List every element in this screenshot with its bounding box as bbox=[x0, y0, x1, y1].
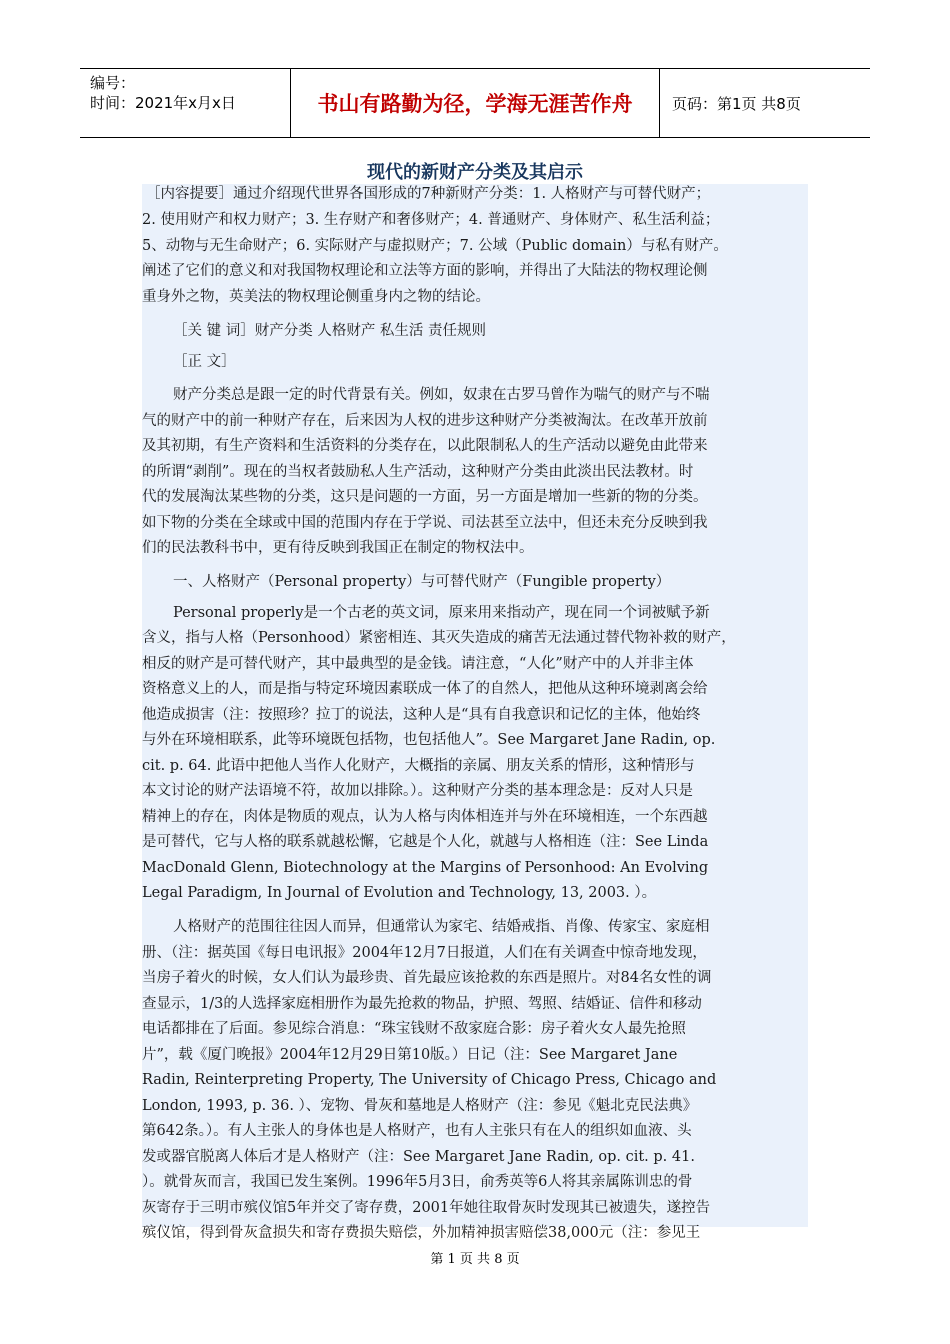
text-line: 的所谓“剥削”。现在的当权者鼓励私人生产活动，这种财产分类由此淡出民法教材。时 bbox=[142, 464, 694, 480]
document-body bbox=[142, 184, 808, 1241]
text-line: 人格财产的范围往往因人而异，但通常认为家宅、结婚戒指、肖像、传家宝、家庭相 bbox=[173, 919, 710, 935]
text-line: 2. 使用财产和权力财产；3. 生存财产和奢侈财产；4. 普通财产、身体财产、私生活利益； bbox=[142, 212, 720, 228]
page-footer: 第 1 页 共 8 页 bbox=[430, 1252, 520, 1267]
keywords-line: ［关 键 词］财产分类 人格财产 私生活 责任规则 bbox=[173, 323, 487, 339]
header-page-info: 页码：第1页 共8页 bbox=[672, 94, 801, 113]
text-line: 电话都排在了后面。参见综合消息：“珠宝钱财不敌家庭合影：房子着火女人最先抢照 bbox=[142, 1021, 686, 1037]
time-label: 时间：2021年x月x日 bbox=[90, 94, 236, 112]
text-line: 资格意义上的人，而是指与特定环境因素联成一体了的自然人，把他从这种环境剥离会给 bbox=[142, 681, 708, 697]
section-heading: 一、人格财产（Personal property）与可替代财产（Fungible property） bbox=[173, 574, 671, 590]
text-line: 相反的财产是可替代财产，其中最典型的是金钱。请注意，“人化”财产中的人并非主体 bbox=[142, 656, 694, 672]
text-line: ）。就骨灰而言，我国已发生案例。1996年5月3日，俞秀英等6人将其亲属陈训忠的骨 bbox=[142, 1174, 693, 1190]
text-line: 重身外之物，英美法的物权理论侧重身内之物的结论。 bbox=[142, 289, 490, 305]
text-line: 5、动物与无生命财产；6. 实际财产与虚拟财产；7. 公域（Public domain）与私有财产。 bbox=[142, 238, 728, 254]
text-line: Legal Paradigm, In Journal of Evolution and Technology, 13, 2003. ）。 bbox=[142, 885, 657, 901]
header-motto: 书山有路勤为径，学海无涯苦作舟 bbox=[291, 69, 660, 137]
text-line: 灰寄存于三明市殡仪馆5年并交了寄存费，2001年她往取骨灰时发现其已被遗失，遂控告 bbox=[142, 1200, 711, 1216]
header-meta-cell bbox=[80, 69, 291, 137]
text-line: 第642条。）。有人主张人的身体也是人格财产，也有人主张只有在人的组织如血液、头 bbox=[142, 1123, 692, 1139]
text-line: 阐述了它们的意义和对我国物权理论和立法等方面的影响，并得出了大陆法的物权理论侧 bbox=[142, 263, 708, 279]
text-line: 与外在环境相联系，此等环境既包括物，也包括他人”。See Margaret Jane Radin, op. bbox=[142, 732, 716, 748]
text-line: Personal properly是一个古老的英文词，原来用来指动产，现在同一个词被赋予新 bbox=[173, 605, 710, 621]
text-line: 含义，指与人格（Personhood）紧密相连、其灭失造成的痛苦无法通过替代物补救的财产， bbox=[142, 630, 736, 646]
text-line: cit. p. 64. 此语中把他人当作人化财产，大概指的亲属、朋友关系的情形，这种情形与 bbox=[142, 758, 695, 774]
text-line: 们的民法教科书中，更有待反映到我国正在制定的物权法中。 bbox=[142, 540, 534, 556]
text-line: 气的财产中的前一种财产存在，后来因为人权的进步这种财产分类被淘汰。在改革开放前 bbox=[142, 413, 708, 429]
text-line: 当房子着火的时候，女人们认为最珍贵、首先最应该抢救的东西是照片。对84名女性的调 bbox=[142, 970, 712, 986]
text-line: 财产分类总是跟一定的时代背景有关。例如，奴隶在古罗马曾作为喘气的财产与不喘 bbox=[173, 387, 710, 403]
page-header bbox=[80, 68, 870, 138]
body-heading: ［正 文］ bbox=[173, 354, 236, 370]
text-line: ［内容提要］通过介绍现代世界各国形成的7种新财产分类：1. 人格财产与可替代财产； bbox=[146, 186, 711, 202]
text-line: London, 1993, p. 36. ）、宠物、骨灰和墓地是人格财产（注：参见《魁北克民法典》 bbox=[142, 1098, 698, 1114]
text-line: 册、（注：据英国《每日电讯报》2004年12月7日报道，人们在有关调查中惊奇地发现， bbox=[142, 945, 707, 961]
text-line: 他造成损害（注：按照珍？拉丁的说法，这种人是“具有自我意识和记忆的主体，他始终 bbox=[142, 707, 701, 723]
text-line: 查显示，1/3的人选择家庭相册作为最先抢救的物品，护照、驾照、结婚证、信件和移动 bbox=[142, 996, 702, 1012]
text-line: 及其初期，有生产资料和生活资料的分类存在，以此限制私人的生产活动以避免由此带来 bbox=[142, 438, 708, 454]
text-line: 是可替代，它与人格的联系就越松懈，它越是个人化，就越与人格相连（注：See Linda bbox=[142, 834, 709, 850]
text-line: 本文讨论的财产法语境不符，故加以排除。）。这种财产分类的基本理念是：反对人只是 bbox=[142, 783, 693, 799]
document-title: 现代的新财产分类及其启示 bbox=[367, 162, 583, 183]
text-line: 发或器官脱离人体后才是人格财产（注：See Margaret Jane Radin, op. cit. p. 41. bbox=[142, 1149, 695, 1165]
number-label: 编号： bbox=[90, 74, 136, 92]
text-line: 片”，载《厦门晚报》2004年12月29日第10版。）日记（注：See Margaret Jane bbox=[142, 1047, 678, 1063]
text-line: 代的发展淘汰某些物的分类，这只是问题的一方面，另一方面是增加一些新的物的分类。 bbox=[142, 489, 708, 505]
text-line: MacDonald Glenn, Biotechnology at the Margins of Personhood: An Evolving bbox=[142, 860, 709, 876]
text-line: Radin, Reinterpreting Property, The University of Chicago Press, Chicago and bbox=[142, 1072, 717, 1088]
text-line: 如下物的分类在全球或中国的范围内存在于学说、司法甚至立法中，但还未充分反映到我 bbox=[142, 515, 708, 531]
text-line: 殡仪馆，得到骨灰盒损失和寄存费损失赔偿，外加精神损害赔偿38,000元（注：参见王 bbox=[142, 1225, 701, 1241]
text-line: 精神上的存在，肉体是物质的观点，认为人格与肉体相连并与外在环境相连，一个东西越 bbox=[142, 809, 708, 825]
